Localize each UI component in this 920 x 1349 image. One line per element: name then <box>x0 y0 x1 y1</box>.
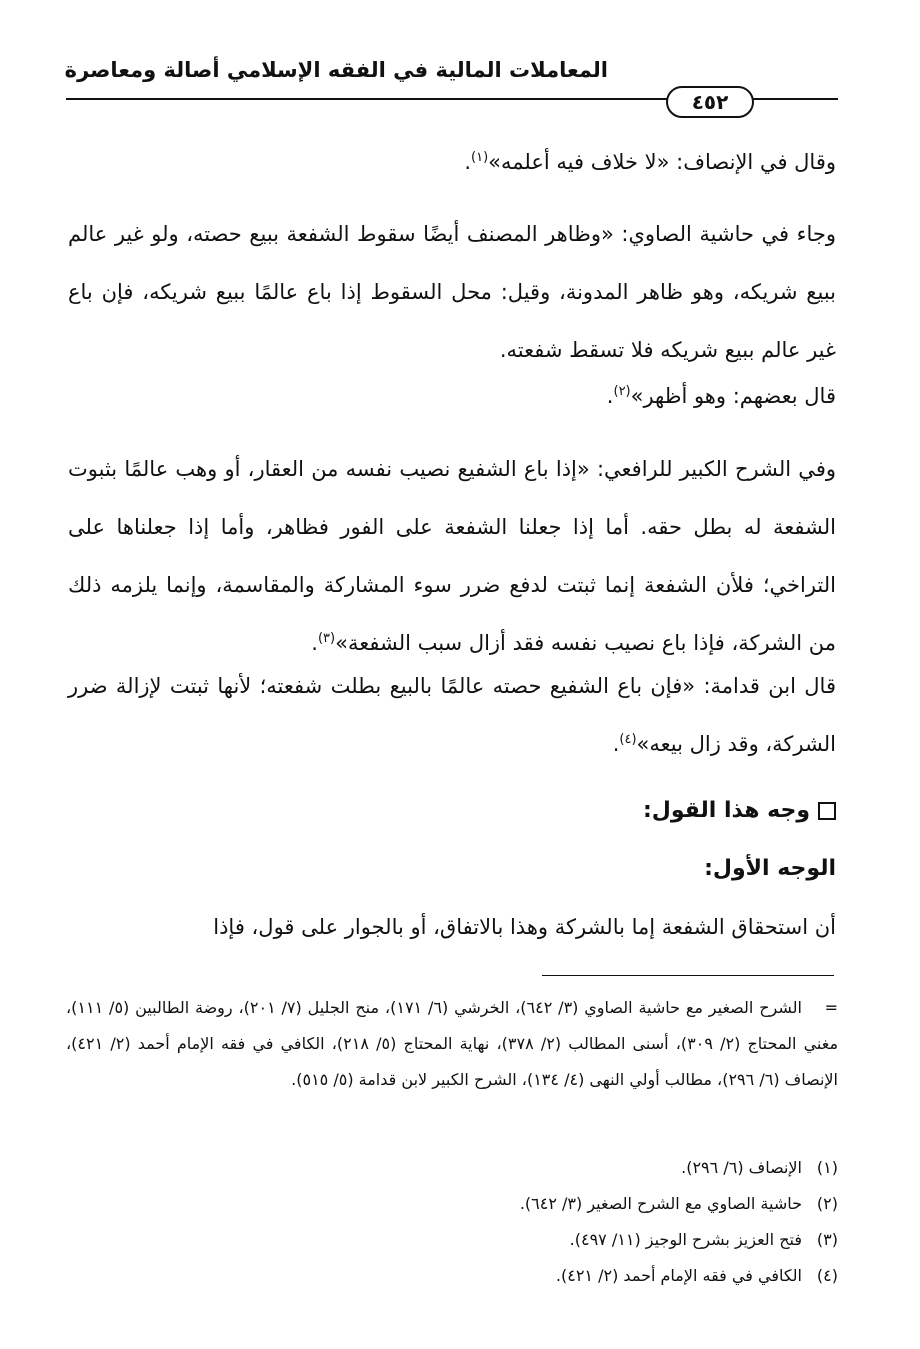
subsection-heading: الوجه الأول: <box>704 856 836 881</box>
footnote-text: الكافي في فقه الإمام أحمد (٢/ ٤٢١). <box>555 1266 802 1285</box>
paragraph-sawi: وجاء في حاشية الصاوي: «وظاهر المصنف أيضًا سقوط الشفعة ببيع حصته، ولو غير عالم ببيع شريكه، وهو ظاهر المدونة، وقيل: محل السقوط إذا باع عالمًا ببيع شريكه، فإن باع غير عالم ببيع شريكه فلا تسقط شفعته. <box>68 222 836 362</box>
paragraph-first-aspect: أن استحقاق الشفعة إما بالشركة وهذا بالاتفاق، أو بالجوار على قول، فإذا <box>213 915 836 939</box>
paragraph-baduhum <box>68 367 836 425</box>
footnote-ref[interactable]: (٤) <box>619 732 637 747</box>
paragraph-text: وقال في الإنصاف: «لا خلاف فيه أعلمه» <box>488 150 836 174</box>
footnote-text: الإنصاف (٦/ ٢٩٦). <box>681 1158 802 1177</box>
footnote-continuation <box>66 990 838 1098</box>
footnote-ref[interactable]: (١) <box>471 150 489 165</box>
footnote-text: حاشية الصاوي مع الشرح الصغير (٣/ ٦٤٢). <box>519 1194 802 1213</box>
section-heading <box>68 782 836 840</box>
paragraph-rafii <box>68 440 836 672</box>
footnote-item <box>66 1150 838 1186</box>
page-number-badge: ٤٥٢ <box>666 86 754 118</box>
footnote-ref[interactable]: (٣) <box>317 631 336 646</box>
section-heading-text: وجه هذا القول: <box>642 798 810 823</box>
footnote-item <box>66 1258 838 1294</box>
paragraph-ibn-qudama <box>68 657 836 773</box>
footnote-number: (٤) <box>816 1266 838 1285</box>
paragraph-insaf <box>68 133 836 191</box>
paragraph-end: . <box>606 384 614 408</box>
footnote-ref[interactable]: (٢) <box>613 384 631 399</box>
footnote-number: (٣) <box>816 1230 838 1249</box>
paragraph-text: قال ابن قدامة: «فإن باع الشفيع حصته عالمًا بالبيع بطلت شفعته؛ لأنها ثبتت لإزالة ضرر الشركة، وقد زال بيعه» <box>68 674 836 756</box>
paragraph-end: . <box>464 150 472 174</box>
paragraph-end: . <box>311 631 318 655</box>
footnote-continuation-text: الشرح الصغير مع حاشية الصاوي (٣/ ٦٤٢)، الخرشي (٦/ ١٧١)، منح الجليل (٧/ ٢٠١)، روضة الطالبين (٥/ ١١١)، مغني المحتاج (٢/ ٣٠٩)، أسنى المطالب (٢/ ٣٧٨)، نهاية المحتاج (٥/ ٢١٨)، الكافي في فقه الإمام أحمد (٢/ ٤٢١)، الإنصاف (٦/ ٢٩٦)، مطالب أولي النهى (٤/ ١٣٤)، الشرح الكبير لابن قدامة (٥/ ٥١٥). <box>66 998 839 1089</box>
footnote-number: (١) <box>816 1158 838 1177</box>
footnote-separator <box>542 975 834 976</box>
square-bullet-icon <box>818 802 836 820</box>
footnote-item <box>66 1222 838 1258</box>
continuation-mark: = <box>824 998 838 1017</box>
paragraph-text: قال بعضهم: وهو أظهر» <box>630 384 836 408</box>
footnote-item <box>66 1186 838 1222</box>
running-header-title: المعاملات المالية في الفقه الإسلامي أصالة ومعاصرة <box>64 58 608 82</box>
footnote-number: (٢) <box>816 1194 838 1213</box>
paragraph-text: وفي الشرح الكبير للرافعي: «إذا باع الشفيع نصيب نفسه من العقار، أو وهب عالمًا بثبوت الشفعة له بطل حقه. أما إذا جعلنا الشفعة على الفور فظاهر، وأما إذا جعلناها على التراخي؛ فلأن الشفعة إنما ثبتت لدفع ضرر سوء المشاركة والمقاسمة، وإنما يلزمه ذلك من الشركة، فإذا باع نصيب نفسه فقد أزال سبب الشفعة» <box>68 457 836 655</box>
paragraph-end: . <box>612 732 620 756</box>
footnote-text: فتح العزيز بشرح الوجيز (١١/ ٤٩٧). <box>569 1230 802 1249</box>
